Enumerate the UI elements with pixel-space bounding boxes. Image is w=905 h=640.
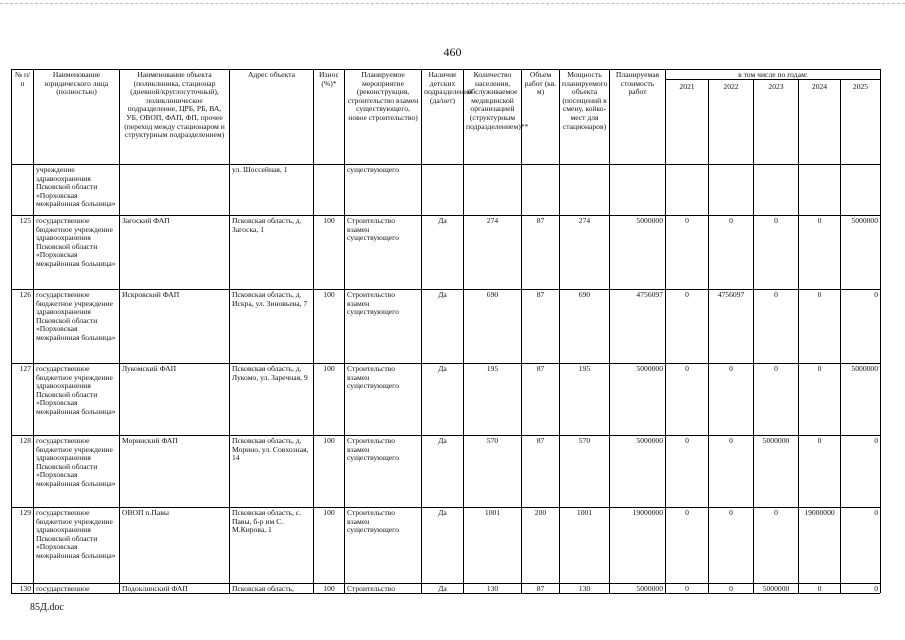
row-y2022: 4756097 [708,289,753,363]
header-address: Адрес объекта [229,69,313,164]
row-wear: 100 [313,289,344,363]
header-year: 2025 [840,79,880,164]
header-kids: Наличие детских подразделений (да/нет) [421,69,463,164]
continuation-cell [421,164,463,215]
row-wear: 100 [313,435,344,507]
row-entity: государственное бюджетное учреждение здравоохранения Псковской области «Порховская межрайонная больница» [33,215,119,289]
row-num: 126 [11,289,33,363]
row-y2025: 5000000 [840,215,880,289]
row-population: 690 [463,289,521,363]
row-cost: 5000000 [609,215,665,289]
header-entity: Наименование юридического лица (полностью) [33,69,119,164]
row-capacity: 274 [559,215,609,289]
row-y2025: 5000000 [840,363,880,435]
row-entity: государственное бюджетное учреждение здравоохранения Псковской области «Порховская межрайонная больница» [33,363,119,435]
row-entity: государственное бюджетное учреждение здравоохранения Псковской области «Порховская межрайонная больница» [33,435,119,507]
row-y2024: 0 [798,435,840,507]
row-y2025: 0 [840,289,880,363]
row-population: 1001 [463,507,521,583]
header-event: Планируемое мероприятие (реконструкция, строительство взамен существующего, новое строительство) [344,69,421,164]
header-year: 2023 [753,79,798,164]
row-capacity: 130 [559,583,609,593]
row-address: Псковская область, д. Морино, ул. Совхозная, 14 [229,435,313,507]
header-year: 2024 [798,79,840,164]
continuation-cell [840,164,880,215]
header-year: 2022 [708,79,753,164]
continuation-cell [11,164,33,215]
row-population: 274 [463,215,521,289]
row-y2024: 19000000 [798,507,840,583]
row-y2024: 0 [798,289,840,363]
page-number: 460 [443,45,462,59]
row-address: Псковская область, с. Павы, б-р им С. М.Кирова, 1 [229,507,313,583]
header-capacity: Мощность планируемого объекта (посещений в смену, койко-мест для стационаров) [559,69,609,164]
row-kids: Да [421,363,463,435]
continuation-cell [119,164,229,215]
row-kids: Да [421,507,463,583]
continuation-cell [753,164,798,215]
continuation-cell [609,164,665,215]
row-y2023: 5000000 [753,435,798,507]
table-bottom-border [11,593,880,594]
row-event: Строительство взамен существующего [344,215,421,289]
row-entity: государственное бюджетное учреждение здравоохранения Псковской области «Порховская межрайонная больница» [33,289,119,363]
row-entity: государственное [33,583,119,593]
row-y2022: 0 [708,435,753,507]
row-object: Загоский ФАП [119,215,229,289]
row-y2021: 0 [665,583,708,593]
row-wear: 100 [313,363,344,435]
data-table [11,69,880,593]
row-event: Строительство [344,583,421,593]
row-capacity: 195 [559,363,609,435]
row-y2025: 0 [840,507,880,583]
row-y2021: 0 [665,215,708,289]
row-y2024: 0 [798,583,840,593]
row-y2022: 0 [708,363,753,435]
header-years-group: в том числе по годам: [665,69,880,79]
continuation-cell [463,164,521,215]
header-object: Наименование объекта (поликлиника, стационар (дневной/круглосуточный), поликлиническое подразделение, ЦРБ, РБ, ВА, УБ, ОВОП, ФАП, ФП, прочее (переход между стационаром и структурным подразделением) [119,69,229,164]
header-wear: Износ (%)* [313,69,344,164]
row-cost: 19000000 [609,507,665,583]
row-num: 128 [11,435,33,507]
row-population: 195 [463,363,521,435]
row-wear: 100 [313,215,344,289]
row-volume: 87 [521,289,559,363]
row-address: Псковская область, д. Загоска, 1 [229,215,313,289]
row-y2022: 0 [708,507,753,583]
row-kids: Да [421,215,463,289]
continuation-cell [313,164,344,215]
row-cost: 5000000 [609,435,665,507]
header-num: № п/п [11,69,33,164]
row-y2023: 5000000 [753,583,798,593]
continuation-cell: учреждение здравоохранения Псковской области «Порховская межрайонная больница» [33,164,119,215]
row-cost: 4756097 [609,289,665,363]
row-object: Лукомский ФАП [119,363,229,435]
continuation-cell [665,164,708,215]
row-address: Псковская область, д. Лукомо, ул. Заречная, 9 [229,363,313,435]
row-y2025: 0 [840,583,880,593]
scan-top-edge [0,3,905,4]
row-event: Строительство взамен существующего [344,435,421,507]
row-y2022: 0 [708,215,753,289]
continuation-cell [708,164,753,215]
header-volume: Объем работ (кв. м) [521,69,559,164]
row-kids: Да [421,583,463,593]
row-num: 130 [11,583,33,593]
row-cost: 5000000 [609,583,665,593]
row-y2021: 0 [665,363,708,435]
row-object: Искровский ФАП [119,289,229,363]
row-kids: Да [421,289,463,363]
row-capacity: 1001 [559,507,609,583]
row-event: Строительство взамен существующего [344,507,421,583]
continuation-cell [521,164,559,215]
row-y2023: 0 [753,363,798,435]
row-object: ОВОП п.Павы [119,507,229,583]
table-right-border [880,69,881,593]
row-y2025: 0 [840,435,880,507]
row-y2023: 0 [753,289,798,363]
row-num: 127 [11,363,33,435]
header-population: Количество населения, обслуживаемое медицинской организацией (структурным подразделением)** [463,69,521,164]
row-cost: 5000000 [609,363,665,435]
row-num: 129 [11,507,33,583]
row-y2023: 0 [753,507,798,583]
row-y2021: 0 [665,289,708,363]
row-address: Псковская область, д. Искра, ул. Зиновьева, 7 [229,289,313,363]
row-volume: 87 [521,215,559,289]
row-object: Моринский ФАП [119,435,229,507]
continuation-cell [798,164,840,215]
row-address: Псковская область, [229,583,313,593]
footer-filename: 85Д.doc [30,602,64,613]
header-year: 2021 [665,79,708,164]
row-kids: Да [421,435,463,507]
row-capacity: 570 [559,435,609,507]
row-volume: 87 [521,435,559,507]
row-y2024: 0 [798,363,840,435]
row-num: 125 [11,215,33,289]
continuation-cell [559,164,609,215]
row-y2021: 0 [665,507,708,583]
row-volume: 87 [521,583,559,593]
row-volume: 87 [521,363,559,435]
row-event: Строительство взамен существующего [344,289,421,363]
continuation-cell: существующего [344,164,421,215]
row-y2024: 0 [798,215,840,289]
row-entity: государственное бюджетное учреждение здравоохранения Псковской области «Порховская межрайонная больница» [33,507,119,583]
row-population: 570 [463,435,521,507]
row-y2022: 0 [708,583,753,593]
row-capacity: 690 [559,289,609,363]
row-event: Строительство взамен существующего [344,363,421,435]
row-population: 130 [463,583,521,593]
row-volume: 200 [521,507,559,583]
row-wear: 100 [313,583,344,593]
row-wear: 100 [313,507,344,583]
row-y2021: 0 [665,435,708,507]
row-y2023: 0 [753,215,798,289]
header-cost: Планируемая стоимость работ [609,69,665,164]
continuation-cell: ул. Шоссейная, 1 [229,164,313,215]
row-object: Подоклинский ФАП [119,583,229,593]
